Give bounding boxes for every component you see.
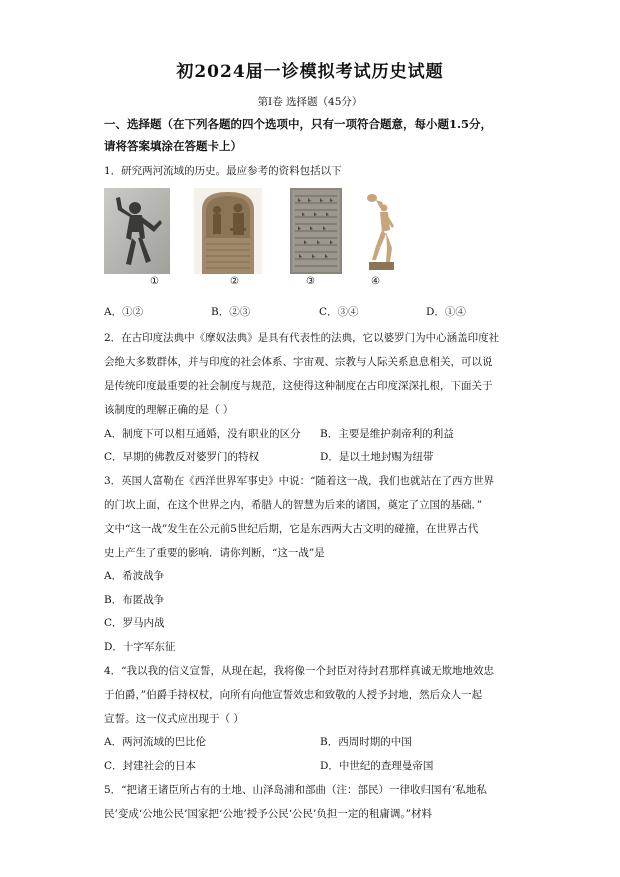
q1-image-4-label: ④ [371, 276, 380, 287]
q1-image-1 [104, 188, 170, 274]
cuneiform-tablet-icon [290, 188, 342, 274]
q3-line-2: 的门坎上面，在这个世界之内，希腊人的智慧为后来的诸国，奠定了立国的基础．” [104, 499, 483, 511]
q1-image-2-label: ② [230, 276, 239, 287]
q1-image-2 [194, 188, 262, 274]
q1-image-1-label: ① [150, 276, 159, 287]
q2-option-c: C．早期的佛教反对婆罗门的特权 [104, 451, 260, 463]
q1-option-a: A．①② [104, 306, 144, 318]
q4-option-a: A．两河流域的巴比伦 [104, 736, 207, 748]
q4-line-1: 4．“我以我的信义宣誓，从现在起，我将像一个封臣对待封君那样真诚无欺地地效忠 [104, 665, 495, 677]
q3-option-d: D．十字军东征 [104, 641, 176, 653]
q1-stem: 1．研究两河流域的历史。最应参考的资料包括以下 [104, 165, 342, 177]
q2-line-4: 该制度的理解正确的是（ ） [104, 404, 234, 416]
discus-thrower-statue-icon [366, 188, 396, 274]
q2-option-b: B．主要是维护刹帝利的利益 [320, 428, 454, 440]
q4-line-2: 于伯爵，”伯爵手持权杖，向所有向他宣誓效忠和致敬的人授予封地，然后众人一起 [104, 689, 483, 701]
q1-image-4 [366, 188, 396, 274]
q3-option-c: C．罗马内战 [104, 617, 165, 629]
q2-option-a: A．制度下可以相互通婚，没有职业的区分 [104, 428, 301, 440]
q4-option-b: B．西周时期的中国 [320, 736, 412, 748]
q3-line-3: 文中“这一战”发生在公元前5世纪后期，它是东西两大古文明的碰撞，在世界古代 [104, 523, 479, 535]
q4-option-c: C．封建社会的日本 [104, 760, 197, 772]
bronze-statue-figure-icon [104, 188, 170, 274]
q3-line-4: 史上产生了重要的影响．请你判断，“这一战”是 [104, 547, 325, 559]
q2-line-1: 2．在古印度法典中《摩奴法典》是具有代表性的法典，它以婆罗门为中心涵盖印度社 [104, 332, 500, 344]
q2-option-d: D．是以土地封赐为纽带 [320, 451, 434, 463]
q5-line-2: 民’变成‘公地公民’国家把‘公地’授予公民‘公民’负担一定的租庸调。”材料 [104, 808, 432, 820]
q1-option-d: D．①④ [426, 306, 466, 318]
q1-option-c: C．③④ [319, 306, 359, 318]
exam-title: 初2024届一诊模拟考试历史试题 [176, 62, 444, 82]
paper-section-label: 第Ⅰ卷 选择题（45分） [257, 96, 363, 108]
q1-option-b: B．②③ [211, 306, 251, 318]
q1-image-3 [290, 188, 342, 274]
q4-option-d: D．中世纪的查理曼帝国 [320, 760, 434, 772]
q2-line-3: 是传统印度最重要的社会制度与规范，这使得这种制度在古印度深深扎根，下面关于 [104, 380, 493, 392]
q4-line-3: 宣誓。这一仪式应出现于（ ） [104, 713, 244, 725]
q3-line-1: 3．英国人富勒在《西洋世界军事史》中说：“随着这一战，我们也就站在了西方世界 [104, 475, 495, 487]
q2-line-2: 会绝大多数群体，并与印度的社会体系、宇宙观、宗教与人际关系息息相关，可以说 [104, 356, 493, 368]
section-heading-line1: 一、选择题（在下列各题的四个选项中，只有一项符合题意，每小题1.5分， [104, 117, 493, 131]
hammurabi-stele-icon [194, 188, 262, 274]
q5-line-1: 5．“把诸王诸臣所占有的土地、山泽岛浦和部曲（注：部民）一律收归国有‘私地私 [104, 784, 487, 796]
q3-option-a: A．希波战争 [104, 570, 165, 582]
section-heading-line2: 请将答案填涂在答题卡上） [104, 139, 242, 153]
q3-option-b: B．布匿战争 [104, 594, 165, 606]
q1-image-3-label: ③ [306, 276, 315, 287]
